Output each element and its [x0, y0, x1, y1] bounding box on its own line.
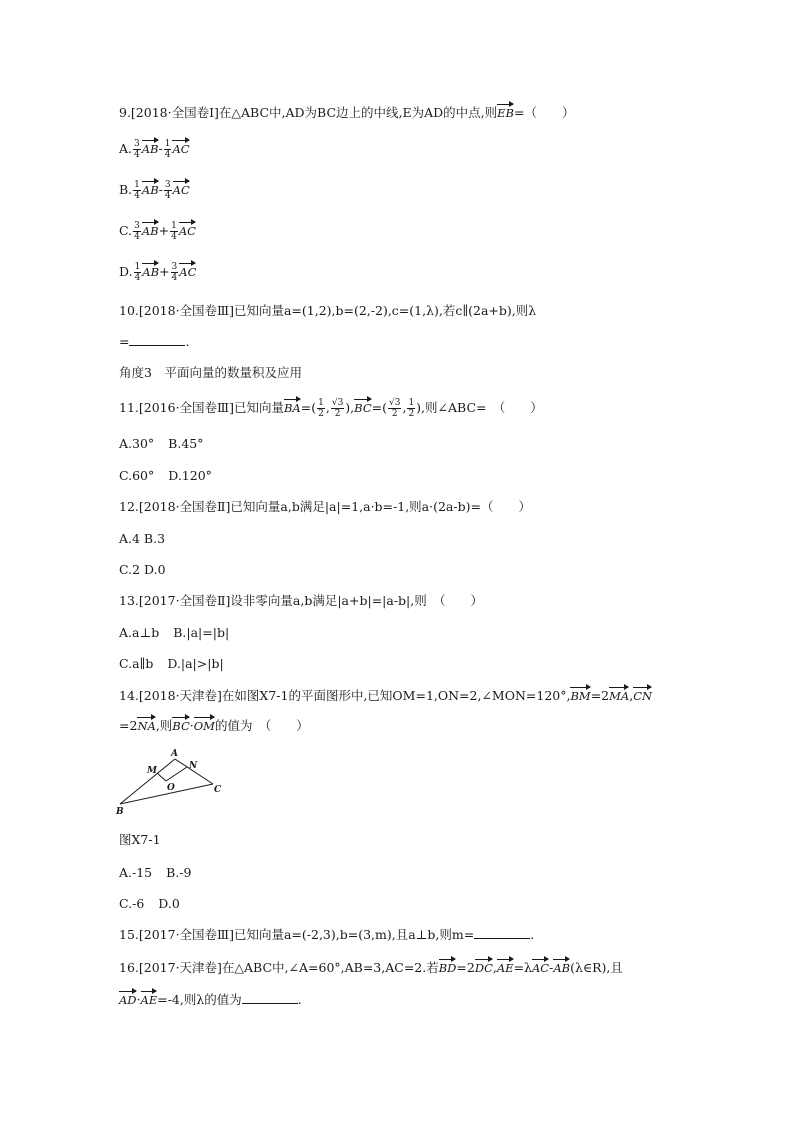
fraction: $\frac{√3}{2}$ [388, 398, 401, 419]
q14-stem-line2: =2NA,则BC·OM的值为 （ ） [119, 718, 309, 733]
triangle-figure [113, 744, 228, 819]
fraction: $\frac{1}{2}$ [408, 398, 415, 419]
q13-stem: 13.[2017·全国卷Ⅱ]设非零向量a,b满足|a+b|=|a-b|,则 （ ） [119, 593, 483, 608]
q13-options-row1: A.a⊥b B.|a|=|b| [119, 625, 230, 640]
fraction: $\frac{3}{4}$ [134, 221, 140, 242]
q13-options-row2: C.a∥b D.|a|>|b| [119, 656, 224, 671]
q12-stem: 12.[2018·全国卷Ⅱ]已知向量a,b满足|a|=1,a·b=-1,则a·(2a-b)=（ ） [119, 499, 531, 514]
section-heading: 角度3 平面向量的数量积及应用 [119, 365, 302, 380]
fraction: $\frac{√3}{2}$ [331, 398, 344, 419]
label-b: B [116, 807, 124, 817]
q11-options-row1: A.30° B.45° [119, 436, 204, 451]
fraction: $\frac{3}{4}$ [164, 180, 171, 201]
answer-blank [242, 991, 298, 1004]
q9-option-c: C. $\frac{3}{4}$ AB+ $\frac{1}{4}$ AC [119, 221, 196, 242]
q10-answer-line: = . [119, 334, 190, 349]
q14-options-row1: A.-15 B.-9 [119, 865, 192, 880]
q12-options-row2: C.2 D.0 [119, 562, 166, 577]
fraction: $\frac{1}{2}$ [318, 398, 324, 419]
fraction: $\frac{1}{4}$ [171, 221, 177, 242]
q11-options-row2: C.60° D.120° [119, 468, 212, 483]
q14-options-row2: C.-6 D.0 [119, 896, 180, 911]
fraction: $\frac{1}{4}$ [134, 180, 140, 201]
q12-options-row1: A.4 B.3 [119, 531, 166, 546]
q16-stem-line2: AD·AE=-4,则λ的值为 . [119, 992, 302, 1007]
vector-bc: BC [354, 398, 371, 414]
answer-blank [129, 333, 185, 346]
vector-eb: EB [497, 103, 514, 119]
q11-stem: 11.[2016·全国卷Ⅲ]已知向量BA=( $\frac{1}{2}$ , $\frac{√3}{2}$ ),BC=( $\frac{√3}{2}$ , $\frac{1}{2}$ ),则∠ABC= （ ） [119, 398, 543, 419]
q14-stem-line1: 14.[2018·天津卷]在如图X7-1的平面图形中,已知OM=1,ON=2,∠MON=120°,BM=2MA,CN [119, 688, 653, 703]
q16-stem-line1: 16.[2017·天津卷]在△ABC中,∠A=60°,AB=3,AC=2.若BD=2DC,AE=λAC-AB(λ∈R),且 [119, 960, 623, 975]
fraction: $\frac{1}{4}$ [164, 139, 171, 160]
segment-mo [157, 773, 166, 781]
label-m: M [147, 766, 157, 776]
label-a: A [171, 749, 178, 759]
q15-stem: 15.[2017·全国卷Ⅲ]已知向量a=(-2,3),b=(3,m),且a⊥b,则m= . [119, 927, 535, 942]
fraction: $\frac{3}{4}$ [171, 262, 178, 283]
label-o: O [167, 783, 175, 793]
fraction: $\frac{3}{4}$ [134, 139, 140, 160]
label-c: C [214, 785, 222, 795]
segment-on [166, 767, 187, 781]
q9-suffix: =（ ） [514, 105, 575, 120]
figure-caption: 图X7-1 [119, 832, 161, 847]
q9-prefix: 9.[2018·全国卷Ⅰ]在△ABC中,AD为BC边上的中线,E为AD的中点,则 [119, 105, 498, 120]
fraction: $\frac{1}{4}$ [134, 262, 141, 283]
q9-option-b: B. $\frac{1}{4}$ AB- $\frac{3}{4}$ AC [119, 180, 190, 201]
q9-option-d: D. $\frac{1}{4}$ AB+ $\frac{3}{4}$ AC [119, 262, 197, 283]
label-n: N [189, 761, 198, 771]
vector-ba: BA [284, 398, 301, 414]
q10-stem: 10.[2018·全国卷Ⅲ]已知向量a=(1,2),b=(2,-2),c=(1,λ),若c∥(2a+b),则λ [119, 303, 537, 318]
q9-option-a: A. $\frac{3}{4}$ AB- $\frac{1}{4}$ AC [119, 139, 190, 160]
q9-stem [119, 103, 575, 122]
answer-blank [474, 926, 530, 939]
